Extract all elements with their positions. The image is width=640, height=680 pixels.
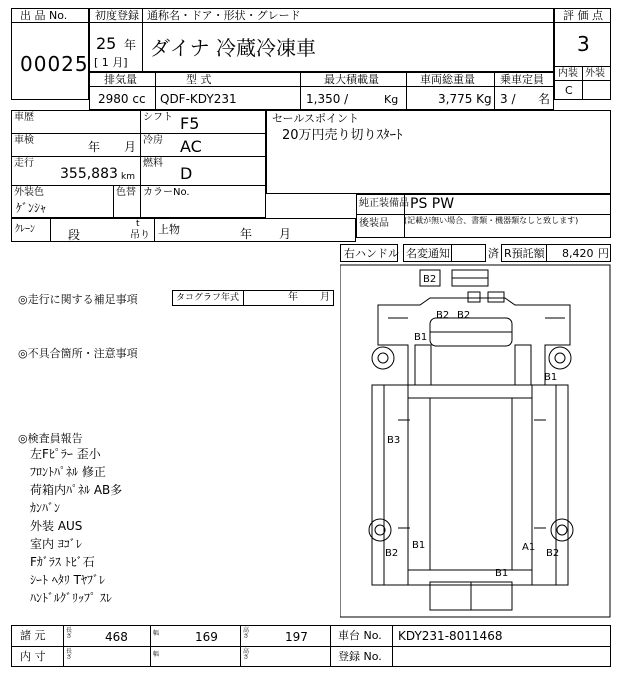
- cab-outline: [378, 298, 570, 385]
- interior-width-label: 幅: [153, 651, 160, 658]
- tachograph-label: タコグラフ年式: [176, 293, 240, 303]
- score-value: 3: [577, 32, 590, 56]
- sales-point-label: セールスポイント: [272, 112, 360, 125]
- report-item: 外装 AUS: [30, 519, 83, 533]
- displacement-label: 排気量: [104, 73, 137, 86]
- damage-mark: B2: [385, 548, 399, 559]
- history-label: 車歴: [14, 112, 34, 123]
- registration-label: 登録 No.: [338, 650, 382, 663]
- body-year-unit: 年: [240, 227, 253, 241]
- inspection-label: 車検: [14, 135, 34, 146]
- damage-mark: B2: [423, 274, 437, 285]
- tax-label: 済: [488, 247, 499, 260]
- truck-damage-diagram: [340, 262, 612, 620]
- handle-value: 右ハンドル: [344, 247, 399, 260]
- wheel-fr: [549, 347, 571, 369]
- report-item: 荷箱内ﾊﾟﾈﾙ AB多: [30, 483, 123, 497]
- width-value: 169: [195, 630, 218, 644]
- defects-label: ◎不具合箇所・注意事項: [18, 347, 138, 360]
- lot-label: 出 品 No.: [20, 9, 68, 22]
- damage-mark: B3: [387, 435, 401, 446]
- damage-mark: B2: [436, 310, 450, 321]
- genuine-equipment-label: 純正装備品: [359, 198, 409, 209]
- recycle-amount: 8,420: [562, 247, 594, 260]
- interior-label: 内装: [558, 68, 578, 79]
- first-reg-label: 初度登録: [95, 9, 139, 22]
- report-item: ﾌﾛﾝﾄﾊﾟﾈﾙ 修正: [30, 465, 106, 479]
- color-change-label: 色替: [116, 187, 136, 198]
- damage-mark: A1: [522, 542, 536, 553]
- driving-notes-label: ◎走行に関する補足事項: [18, 293, 138, 306]
- report-item: Fｶﾞﾗｽ ﾄﾋﾞ石: [30, 555, 95, 569]
- model-code-label: 型 式: [186, 73, 212, 86]
- recycle-label: R預託額: [504, 247, 545, 260]
- interior-dims-label: 内 寸: [20, 650, 46, 663]
- body-label: 上物: [158, 223, 180, 236]
- crane-hang-unit: 吊り: [130, 230, 150, 241]
- gross-weight-value: 3,775 Kg: [438, 92, 492, 106]
- model-code-value: QDF-KDY231: [160, 92, 237, 106]
- mileage-label: 走行: [14, 158, 34, 169]
- inspector-report-label: ◎検査員報告: [18, 432, 83, 445]
- width-label: 幅: [153, 630, 160, 637]
- report-item: ｶﾝﾊﾞﾝ: [30, 501, 61, 515]
- interior-length-label: 長さ: [66, 648, 73, 661]
- damage-mark: B1: [412, 540, 426, 551]
- body-month-unit: 月: [279, 227, 292, 241]
- tacho-month-unit: 月: [320, 292, 330, 303]
- report-item: ﾊﾝﾄﾞﾙｸﾞﾘｯﾌﾟ ｽﾚ: [30, 591, 112, 605]
- reg-month: [ 1 月]: [94, 56, 128, 69]
- chassis-value: KDY231-8011468: [398, 629, 503, 643]
- height-value: 197: [285, 630, 308, 644]
- capacity-label: 乗車定員: [500, 73, 544, 86]
- name-change-label: 名変通知: [406, 247, 450, 260]
- crane-label: ｸﾚｰﾝ: [15, 224, 35, 235]
- damage-mark: B2: [457, 310, 471, 321]
- color-value: ｹﾞﾝｼｬ: [16, 201, 47, 215]
- shift-value: F5: [180, 114, 200, 133]
- dims-label: 諸 元: [20, 629, 46, 642]
- report-item: 室内 ﾖｺﾞﾚ: [30, 537, 82, 551]
- interior-height-label: 高さ: [243, 648, 250, 661]
- score-label: 評 価 点: [563, 9, 603, 22]
- report-item: 左Fﾋﾟﾗｰ 歪小: [30, 447, 101, 461]
- vehicle-info-box: [11, 110, 266, 218]
- crane-ton-unit: t: [136, 219, 140, 229]
- genuine-equipment-value: PS PW: [410, 196, 455, 212]
- crane-box: [11, 218, 356, 242]
- capacity-unit: 名: [538, 92, 551, 106]
- max-load-unit: Kg: [384, 93, 399, 106]
- fuel-value: D: [180, 164, 193, 183]
- model-name: ダイナ 冷蔵冷凍車: [150, 36, 316, 60]
- damage-mark: B2: [546, 548, 560, 559]
- capacity-value: 3 /: [500, 92, 516, 106]
- sales-point-text: 20万円売り切りｽﾀｰﾄ: [282, 128, 403, 143]
- max-load-label: 最大積載量: [324, 73, 379, 86]
- crane-stage-unit: 段: [68, 228, 81, 242]
- length-label: 長さ: [66, 627, 73, 640]
- shift-label: シフト: [143, 112, 173, 123]
- interior-grade: C: [565, 84, 573, 97]
- max-load-value: 1,350 /: [306, 92, 349, 106]
- fuel-label: 燃料: [143, 158, 163, 169]
- model-label: 通称名・ドア・形状・グレード: [147, 9, 301, 22]
- color-code-label: カラーNo.: [143, 187, 190, 198]
- damage-mark: B1: [544, 372, 558, 383]
- color-label: 外装色: [14, 187, 44, 198]
- length-value: 468: [105, 630, 128, 644]
- chassis-label: 車台 No.: [338, 629, 382, 642]
- gross-weight-label: 車両総重量: [420, 73, 475, 86]
- mileage-unit: km: [121, 172, 135, 182]
- height-label: 高さ: [243, 627, 250, 640]
- aftermarket-note: (記載が無い場合、書類・機器類なしと致します): [404, 216, 579, 225]
- aftermarket-label: 後装品: [359, 218, 389, 229]
- cargo-box: [372, 385, 568, 585]
- damage-mark: B1: [414, 332, 428, 343]
- ac-label: 冷房: [143, 135, 163, 146]
- damage-mark: B1: [495, 568, 509, 579]
- displacement-value: 2980 cc: [98, 92, 146, 106]
- cargo-floor: [430, 398, 512, 570]
- wheel-rr: [551, 519, 573, 541]
- tacho-year-unit: 年: [288, 292, 298, 303]
- recycle-unit: 円: [598, 247, 609, 260]
- report-item: ｼｰﾄ ﾍﾀﾘ Tﾔﾌﾞﾚ: [30, 573, 105, 587]
- reg-year: 25: [96, 34, 117, 53]
- inspection-month-unit: 月: [124, 140, 137, 154]
- mileage-value: 355,883: [60, 166, 118, 182]
- inspection-year-unit: 年: [88, 140, 101, 154]
- exterior-label: 外装: [585, 68, 605, 79]
- reg-year-unit: 年: [124, 38, 137, 52]
- lot-number: 00025: [20, 52, 89, 76]
- ac-value: AC: [180, 137, 202, 156]
- wheel-fl: [372, 347, 394, 369]
